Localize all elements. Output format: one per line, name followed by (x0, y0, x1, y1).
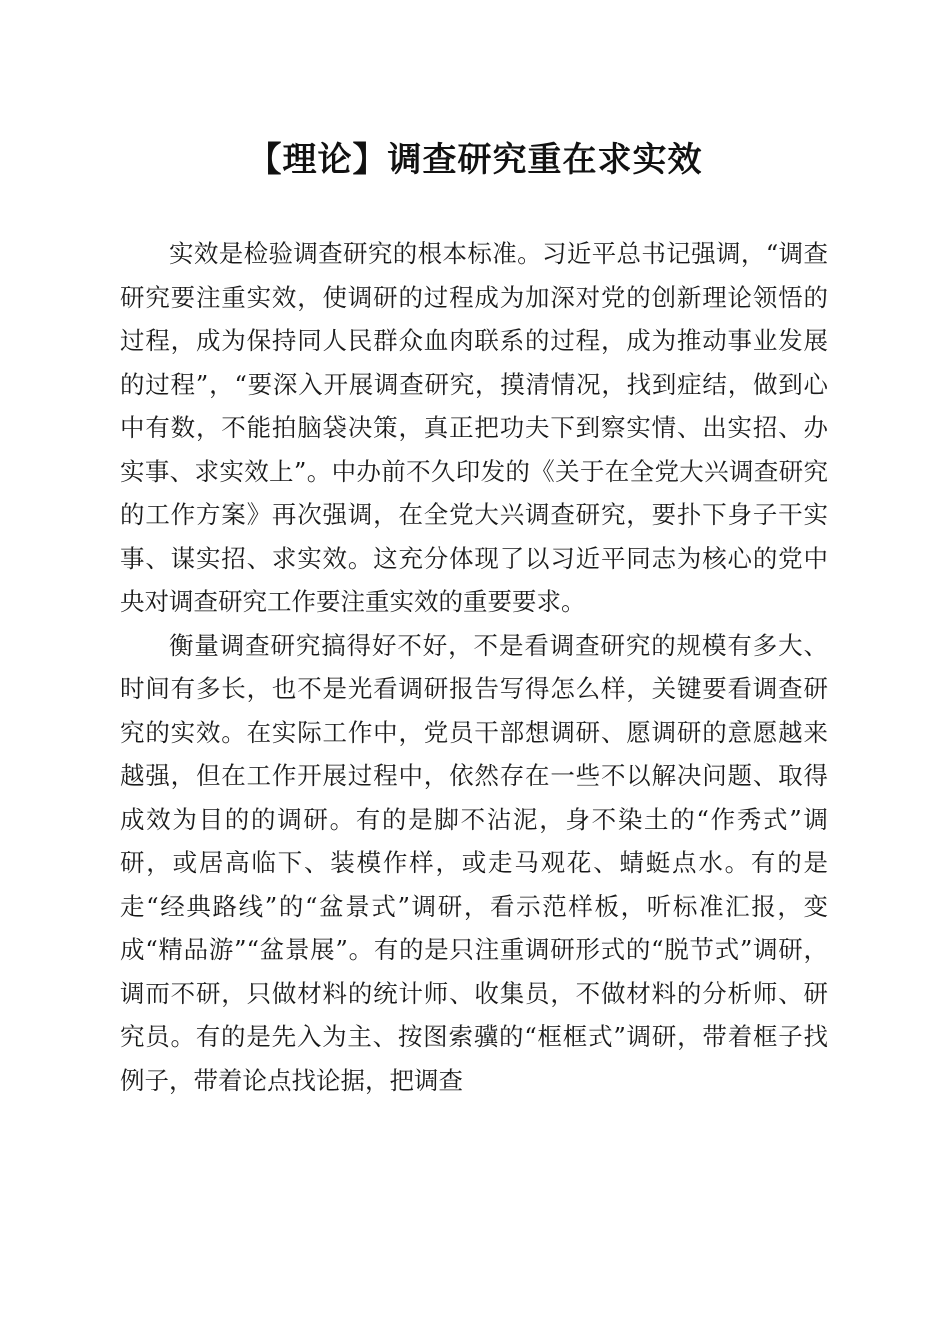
paragraph: 实效是检验调查研究的根本标准。习近平总书记强调，“调查研究要注重实效，使调研的过程成为加深对党的创新理论领悟的过程，成为保持同人民群众血肉联系的过程，成为推动事业发展的过程”，“要深入开展调查研究，摸清情况，找到症结，做到心中有数，不能拍脑袋决策，真正把功夫下到察实情、出实招、办实事、求实效上”。中办前不久印发的《关于在全党大兴调查研究的工作方案》再次强调，在全党大兴调查研究，要扑下身子干实事、谋实招、求实效。这充分体现了以习近平同志为核心的党中央对调查研究工作要注重实效的重要要求。 (120, 239, 828, 616)
document-body (120, 232, 828, 1102)
document-title: 【理论】调查研究重在求实效 (247, 140, 703, 180)
paragraph: 衡量调查研究搞得好不好，不是看调查研究的规模有多大、时间有多长，也不是光看调研报告写得怎么样，关键要看调查研究的实效。在实际工作中，党员干部想调研、愿调研的意愿越来越强，但在工作开展过程中，依然存在一些不以解决问题、取得成效为目的的调研。有的是脚不沾泥，身不染土的“作秀式”调研，或居高临下、装模作样，或走马观花、蜻蜓点水。有的是走“经典路线”的“盆景式”调研，看示范样板，听标准汇报，变成“精品游”“盆景展”。有的是只注重调研形式的“脱节式”调研，调而不研，只做材料的统计师、收集员，不做材料的分析师、研究员。有的是先入为主、按图索骥的“框框式”调研，带着框子找例子，带着论点找论据，把调查 (120, 630, 828, 1095)
